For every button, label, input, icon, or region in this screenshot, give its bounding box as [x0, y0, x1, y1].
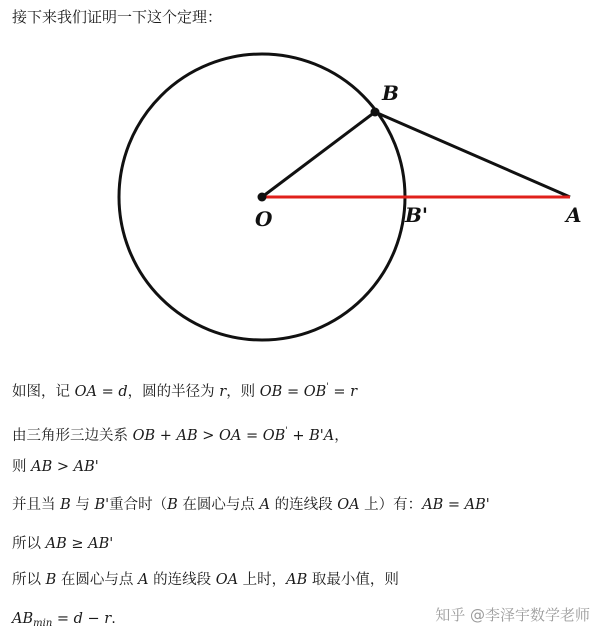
- math: B': [94, 497, 110, 513]
- math: OA: [337, 497, 360, 513]
- math: = d − r: [52, 611, 112, 627]
- text: 重合时（: [109, 497, 168, 513]
- math: OB: [259, 384, 283, 400]
- label-A: A: [566, 203, 582, 227]
- text: 的连线段: [270, 497, 338, 513]
- text: 所以: [12, 536, 46, 552]
- math: A: [259, 497, 270, 513]
- math: AB ≥ AB': [45, 536, 114, 552]
- math: =: [96, 384, 119, 400]
- math: OA: [74, 384, 97, 400]
- text: 上）有：: [359, 497, 423, 513]
- text: 由三角形三边关系: [12, 428, 133, 444]
- text: 如图，记: [12, 384, 75, 400]
- text: ，圆的半径为: [127, 384, 220, 400]
- math: =: [282, 384, 304, 400]
- proof-line-1: [12, 376, 357, 403]
- math: OA: [215, 572, 239, 588]
- proof-line-6: [12, 569, 399, 591]
- point-O: [258, 193, 267, 202]
- math: B: [45, 572, 57, 588]
- math: r: [219, 384, 227, 400]
- text: 在圆心与点: [56, 572, 138, 588]
- text: 并且当: [12, 497, 61, 513]
- text: 则: [12, 459, 32, 475]
- label-O: O: [255, 207, 273, 231]
- text: .: [111, 611, 116, 627]
- proof-line-2: [12, 420, 349, 447]
- math: A: [137, 572, 149, 588]
- math: AB = AB': [422, 497, 490, 513]
- text: ，则: [226, 384, 260, 400]
- math: AB: [12, 611, 34, 627]
- math: ': [326, 382, 329, 392]
- math: =: [328, 384, 351, 400]
- math: +: [287, 428, 310, 444]
- math: d: [118, 384, 128, 400]
- label-B: B: [382, 81, 399, 105]
- math: =: [241, 428, 263, 444]
- math: B: [60, 497, 71, 513]
- proof-line-5: [12, 533, 113, 555]
- label-B-prime: B': [405, 203, 429, 227]
- math: OB: [262, 428, 286, 444]
- math: OB: [303, 384, 327, 400]
- text: 所以: [12, 572, 46, 588]
- text: 取最小值，则: [307, 572, 399, 588]
- math: AB > AB': [31, 459, 99, 475]
- math: OB + AB > OA: [132, 428, 242, 444]
- math: r: [350, 384, 358, 400]
- text: 在圆心与点: [177, 497, 260, 513]
- math: B'A: [309, 428, 335, 444]
- intro-text: 接下来我们证明一下这个定理：: [12, 8, 223, 26]
- zhihu-watermark: 知乎 @李泽宇数学老师: [435, 606, 590, 624]
- math: B: [167, 497, 178, 513]
- segment-OB: [262, 112, 375, 197]
- point-B: [371, 108, 380, 117]
- proof-line-7: [12, 608, 116, 635]
- math: AB: [286, 572, 308, 588]
- proof-line-4: [12, 494, 490, 516]
- text: 上时，: [238, 572, 287, 588]
- math: min: [33, 618, 53, 629]
- math: ': [285, 426, 288, 436]
- text: ，: [334, 428, 349, 444]
- proof-line-3: [12, 456, 99, 478]
- text: 的连线段: [148, 572, 216, 588]
- text: 与: [70, 497, 95, 513]
